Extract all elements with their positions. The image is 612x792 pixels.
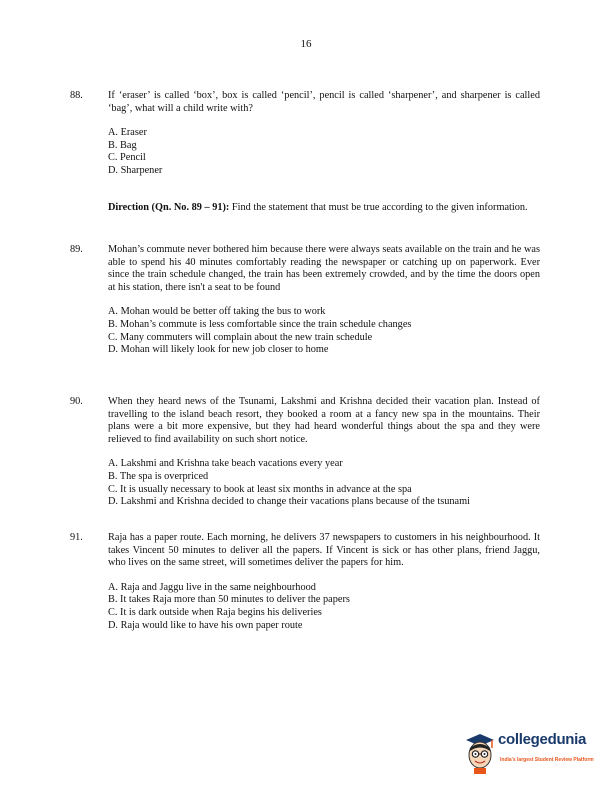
option-c: C. It is dark outside when Raja begins his deliveries [108, 606, 322, 618]
direction-note [108, 202, 540, 215]
direction-label: Direction (Qn. No. 89 – 91): [108, 202, 230, 213]
option-b: B. The spa is overpriced [108, 470, 209, 482]
option-a: A. Raja and Jaggu live in the same neighbourhood [108, 581, 316, 593]
option-c: C. Many commuters will complain about the new train schedule [108, 331, 373, 343]
option-d: D. Mohan will likely look for new job closer to home [108, 344, 329, 356]
option-d: D. Sharpener [108, 164, 163, 176]
logo-tagline: India's largest Student Review Platform [500, 757, 594, 763]
option-b: B. Mohan’s commute is less comfortable since the train schedule changes [108, 318, 412, 330]
logo-wordmark: collegedunia [498, 731, 587, 748]
question-number: 88. [70, 90, 83, 101]
options-list [108, 458, 540, 508]
options-list [108, 127, 540, 177]
question-88 [70, 90, 540, 178]
option-c: C. It is usually necessary to book at least six months in advance at the spa [108, 483, 412, 495]
option-a: A. Mohan would be better off taking the bus to work [108, 306, 326, 318]
option-c: C. Pencil [108, 152, 146, 164]
question-number: 90. [70, 396, 83, 407]
option-a: A. Lakshmi and Krishna take beach vacations every year [108, 458, 343, 470]
question-number: 89. [70, 244, 83, 255]
options-list [108, 582, 540, 632]
option-a: A. Eraser [108, 127, 147, 139]
question-text: If ‘eraser’ is called ‘box’, box is called ‘pencil’, pencil is called ‘sharpener’, and sharpener is called ‘bag’, what will a child write with? [108, 90, 540, 114]
collegedunia-logo [462, 728, 602, 780]
question-91 [70, 532, 540, 632]
options-list [108, 306, 540, 356]
question-text: When they heard news of the Tsunami, Lakshmi and Krishna decided their vacation plan. Instead of travelling to the island beach resort, they booked a room at a fancy new spa in the mountains. Their plans were a bit more expensive, but they had heard wonderful things about the spa and they were relieved to find availability on such short notice. [108, 396, 540, 445]
question-text: Mohan’s commute never bothered him because there were always seats available on the train and he was able to spend his 40 minutes comfortably reading the newspaper or catching up on paperwork. Ever since the train schedule changed, the train has been extremely crowded, and by the time the doors open at his station, there isn't a seat to be found [108, 244, 540, 293]
question-90 [70, 396, 540, 509]
page-number: 16 [300, 38, 312, 50]
option-b: B. It takes Raja more than 50 minutes to deliver the papers [108, 594, 350, 606]
question-89 [70, 244, 540, 357]
option-b: B. Bag [108, 139, 137, 151]
direction-text: Find the statement that must be true according to the given information. [229, 202, 528, 213]
question-text: Raja has a paper route. Each morning, he delivers 37 newspapers to customers in his neighbourhood. It takes Vincent 50 minutes to deliver all the papers. If Vincent is sick or has other plans, friend Jaggu, who lives on the same street, will sometimes deliver the papers for him. [108, 532, 540, 569]
option-d: D. Raja would like to have his own paper route [108, 619, 303, 631]
option-d: D. Lakshmi and Krishna decided to change their vacations plans because of the tsunami [108, 496, 470, 508]
question-number: 91. [70, 532, 83, 543]
mascot-icon [462, 728, 498, 774]
